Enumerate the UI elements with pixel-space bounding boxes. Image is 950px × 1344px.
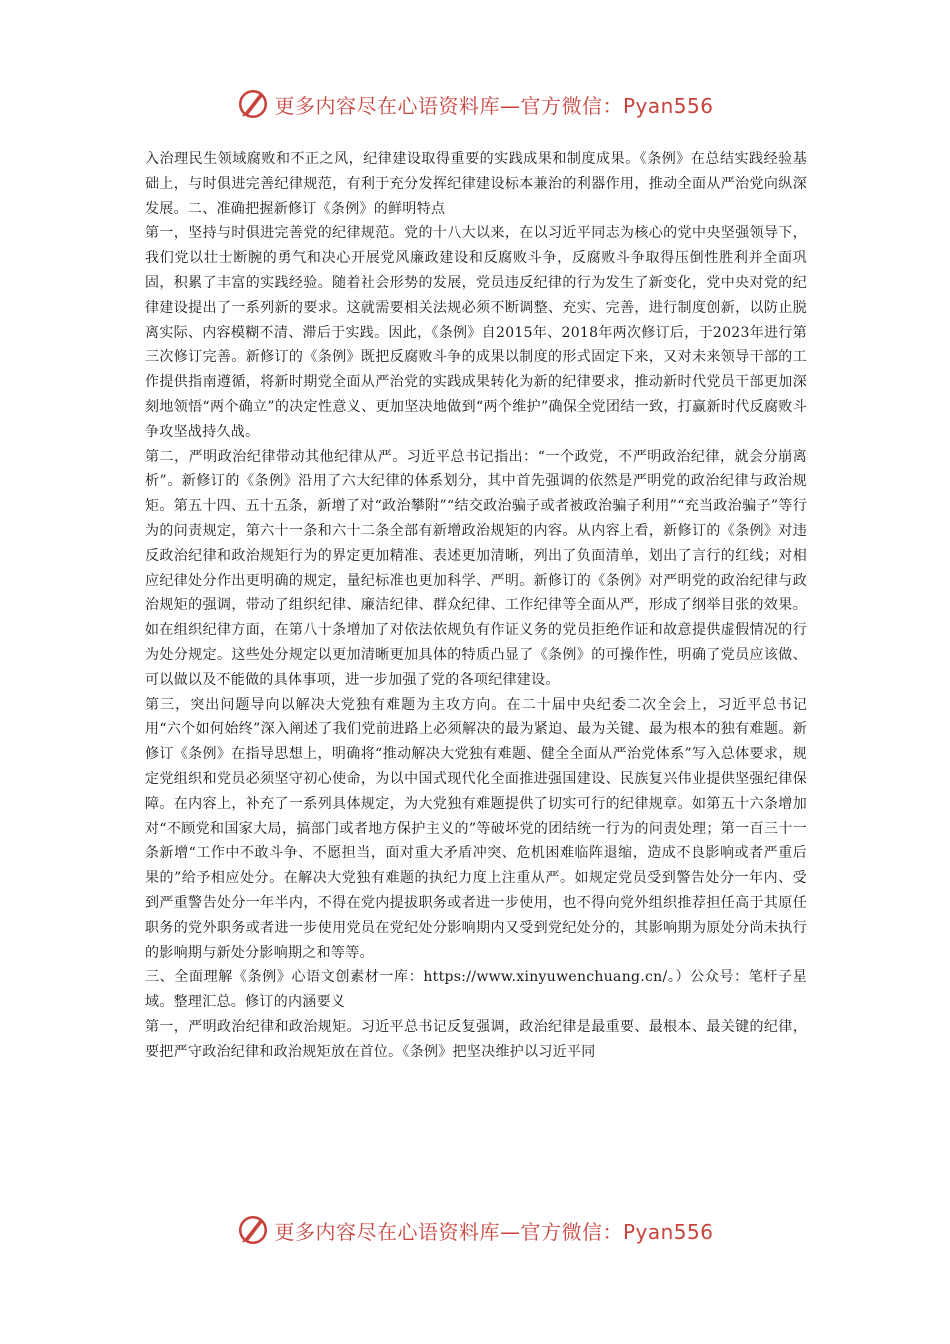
paragraph: 第一，严明政治纪律和政治规矩。习近平总书记反复强调，政治纪律是最重要、最根本、最关键的纪律，要把严守政治纪律和政治规矩放在首位。《条例》把坚决维护以习近平同	[145, 1018, 807, 1060]
quill-logo-icon	[236, 1213, 270, 1247]
paragraph: 第二，严明政治纪律带动其他纪律从严。习近平总书记指出：“一个政党，不严明政治纪律，就会分崩离析”。新修订的《条例》沿用了六大纪律的体系划分，其中首先强调的依然是严明党的政治纪律与政治规矩。第五十四、五十五条，新增了对“政治攀附”“结交政治骗子或者被政治骗子利用”“充当政治骗子”等行为的问责规定，第六十一条和六十二条全部有新增政治规矩的内容。从内容上看，新修订的《条例》对违反政治纪律和政治规矩行为的界定更加精准、表述更加清晰，列出了负面清单，划出了言行的红线；对相应纪律处分作出更明确的规定，量纪标准也更加科学、严明。新修订的《条例》对严明党的政治纪律与政治规矩的强调，带动了组织纪律、廉洁纪律、群众纪律、工作纪律等全面从严，形成了纲举目张的效果。如在组织纪律方面，在第八十条增加了对依法依规负有作证义务的党员拒绝作证和故意提供虚假情况的行为处分规定。这些处分规定以更加清晰更加具体的特质凸显了《条例》的可操作性，明确了党员应该做、可以做以及不能做的具体事项，进一步加强了党的各项纪律建设。	[145, 448, 807, 688]
header-watermark-banner	[0, 84, 950, 124]
paragraph: 三、全面理解《条例》心语文创素材一库：https://www.xinyuwenchuang.cn/。）公众号：笔杆子星域。整理汇总。修订的内涵要义	[145, 969, 807, 1011]
paragraph: 第一，坚持与时俱进完善党的纪律规范。党的十八大以来，在以习近平同志为核心的党中央坚强领导下，我们党以壮士断腕的勇气和决心开展党风廉政建设和反腐败斗争，反腐败斗争取得压倒性胜利并全面巩固，积累了丰富的实践经验。随着社会形势的发展，党员违反纪律的行为发生了新变化，党中央对党的纪律建设提出了一系列新的要求。这就需要相关法规必须不断调整、充实、完善，进行制度创新，以防止脱离实际、内容模糊不清、滞后于实践。因此，《条例》自2015年、2018年两次修订后，于2023年进行第三次修订完善。新修订的《条例》既把反腐败斗争的成果以制度的形式固定下来，又对未来领导干部的工作提供指南遵循，将新时期党全面从严治党的实践成果转化为新的纪律要求，推动新时代党员干部更加深刻地领悟“两个确立”的决定性意义、更加坚决地做到“两个维护”确保全党团结一致，打赢新时代反腐败斗争攻坚战持久战。	[145, 225, 807, 440]
paragraph: 第三，突出问题导向以解决大党独有难题为主攻方向。在二十届中央纪委二次全会上，习近平总书记用“六个如何始终”深入阐述了我们党前进路上必须解决的最为紧迫、最为关键、最为根本的独有难题。新修订《条例》在指导思想上，明确将“推动解决大党独有难题、健全全面从严治党体系”写入总体要求，规定党组织和党员必须坚守初心使命，为以中国式现代化全面推进强国建设、民族复兴伟业提供坚强纪律保障。在内容上，补充了一系列具体规定，为大党独有难题提供了切实可行的纪律规章。如第五十六条增加对“不顾党和国家大局，搞部门或者地方保护主义的”等破坏党的团结统一行为的问责处理；第一百三十一条新增“工作中不敢斗争、不愿担当，面对重大矛盾冲突、危机困难临阵退缩，造成不良影响或者严重后果的”给予相应处分。在解决大党独有难题的执纪力度上注重从严。如规定党员受到警告处分一年内、受到严重警告处分一年半内，不得在党内提拔职务或者进一步使用，也不得向党外组织推荐担任高于其原任职务的党外职务或者进一步使用党员在党纪处分影响期内又受到党纪处分的，其影响期为原处分尚未执行的影响期与新处分影响期之和等等。	[145, 696, 807, 961]
header-watermark-text: 更多内容尽在心语资料库—官方微信：Pyan556	[274, 93, 714, 118]
footer-watermark-banner	[0, 1210, 950, 1250]
paragraph: 入治理民生领域腐败和不正之风，纪律建设取得重要的实践成果和制度成果。《条例》在总结实践经验基础上，与时俱进完善纪律规范，有利于充分发挥纪律建设标本兼治的利器作用，推动全面从严治党向纵深发展。二、准确把握新修订《条例》的鲜明特点	[145, 151, 807, 217]
document-body	[145, 147, 807, 1064]
quill-logo-icon	[236, 87, 270, 121]
footer-watermark-text: 更多内容尽在心语资料库—官方微信：Pyan556	[274, 1219, 714, 1244]
